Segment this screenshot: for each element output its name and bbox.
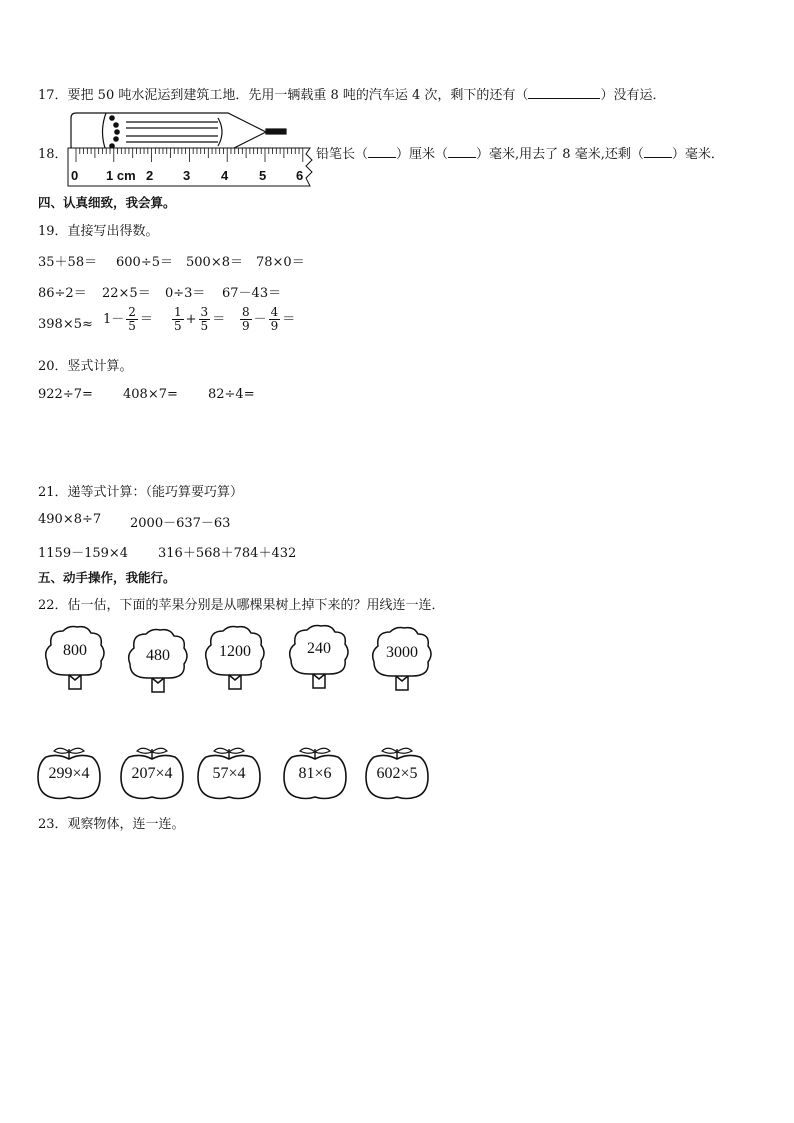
section-4-heading: 四、认真细致，我会算。	[38, 195, 176, 210]
apple-expression: 57×4	[212, 765, 246, 782]
q19-r2-c3: 0÷3＝	[165, 286, 206, 301]
fraction-3-5	[199, 306, 211, 333]
ruler-label-1: 1 cm	[106, 168, 136, 183]
tree-value: 240	[307, 640, 331, 657]
question-17-number: 17．	[38, 88, 68, 103]
question-18-number: 18．	[38, 147, 68, 162]
q19-r1-c4: 78×0＝	[256, 255, 305, 270]
q21-r2-c2: 316＋568＋784＋432	[158, 546, 297, 561]
ruler-label-6: 6	[296, 168, 304, 183]
tree-240[interactable]	[287, 624, 351, 690]
question-17-answer-blank[interactable]	[528, 86, 600, 99]
q19-r2-c4: 67－43＝	[222, 286, 282, 301]
ruler-label-0: 0	[71, 168, 79, 183]
apple-expression: 81×6	[298, 765, 332, 782]
q19-r3-c4	[238, 306, 295, 333]
pencil-cm-blank[interactable]	[368, 145, 396, 158]
frac-den: 5	[128, 319, 136, 333]
fraction-4-9	[269, 306, 281, 333]
fraction-8-9	[240, 306, 252, 333]
question-17-text-end: ）没有运．	[600, 88, 666, 103]
question-23-title: 23．观察物体，连一连。	[38, 817, 185, 832]
tree-480[interactable]	[126, 628, 190, 694]
q20-item-2: 408×7=	[123, 387, 178, 402]
q21-r1-c2: 2000－637－63	[130, 516, 231, 531]
apple-602x5[interactable]	[364, 745, 430, 801]
apple-207x4[interactable]	[119, 745, 185, 801]
minus-sign: －	[253, 312, 267, 327]
frac-num: 4	[270, 305, 279, 319]
tree-value: 800	[63, 642, 87, 659]
question-18-text	[316, 143, 724, 162]
frac-num: 1	[174, 305, 182, 319]
q20-item-1: 922÷7=	[38, 387, 93, 402]
apple-expression: 602×5	[376, 765, 418, 782]
tree-value: 3000	[386, 644, 418, 661]
q19-r3-c2	[103, 306, 153, 333]
plus-sign: +	[185, 312, 197, 327]
q19-r1-c3: 500×8＝	[186, 255, 243, 270]
question-17	[38, 84, 665, 103]
q20-item-3: 82÷4=	[208, 387, 255, 402]
tree-value: 1200	[219, 643, 251, 660]
q18-text-2: ）厘米（	[396, 147, 449, 162]
tree-value: 480	[146, 647, 170, 664]
remaining-mm-blank[interactable]	[644, 145, 672, 158]
pencil-ruler-figure	[66, 108, 316, 188]
apple-299x4[interactable]	[36, 745, 102, 801]
q19-r3-c1: 398×5≈	[38, 317, 93, 332]
fraction-1-5	[172, 306, 184, 333]
question-22-title: 22．估一估，下面的苹果分别是从哪棵果树上掉下来的？用线连一连．	[38, 598, 445, 613]
frac-num: 8	[242, 305, 250, 319]
ruler-label-4: 4	[221, 168, 229, 183]
q21-r2-c1: 1159－159×4	[38, 546, 129, 561]
apple-expression: 207×4	[131, 765, 173, 782]
q19-r3-c2-lead: 1－	[103, 312, 125, 327]
q19-r3-c2-tail: ＝	[139, 312, 153, 327]
question-21-title: 21．递等式计算：（能巧算要巧算）	[38, 485, 244, 500]
apple-expression: 299×4	[48, 765, 90, 782]
pencil-icon	[71, 113, 286, 151]
q19-r1-c1: 35＋58＝	[38, 255, 98, 270]
fraction-2-5	[126, 306, 138, 333]
q21-r1-c1: 490×8÷7	[38, 512, 102, 527]
pencil-ruler-drawing	[66, 108, 316, 188]
q19-r3-c3	[170, 306, 225, 333]
q19-r3-c3-tail: ＝	[212, 312, 226, 327]
apple-57x4[interactable]	[196, 745, 262, 801]
q18-text-1: 铅笔长（	[316, 147, 369, 162]
frac-den: 5	[174, 319, 182, 333]
apple-81x6[interactable]	[282, 745, 348, 801]
q19-r2-c2: 22×5＝	[102, 286, 151, 301]
frac-den: 9	[242, 319, 250, 333]
question-20-title: 20．竖式计算。	[38, 359, 133, 374]
q19-r3-c4-tail: ＝	[282, 312, 296, 327]
q19-r1-c2: 600÷5＝	[116, 255, 173, 270]
frac-den: 5	[200, 319, 209, 333]
tree-3000[interactable]	[370, 626, 434, 692]
q19-r2-c1: 86÷2＝	[38, 286, 87, 301]
tree-1200[interactable]	[203, 625, 267, 691]
pencil-mm-blank[interactable]	[448, 145, 476, 158]
question-17-text: 要把 50 吨水泥运到建筑工地．先用一辆载重 8 吨的汽车运 4 次，剩下的还有（	[67, 88, 529, 103]
q18-text-3: ）毫米,用去了 8 毫米,还剩（	[476, 147, 644, 162]
ruler-label-5: 5	[259, 168, 267, 183]
frac-num: 3	[200, 305, 209, 319]
frac-num: 2	[128, 305, 136, 319]
question-19-title: 19．直接写出得数。	[38, 224, 159, 239]
frac-den: 9	[270, 319, 279, 333]
section-5-heading: 五、动手操作，我能行。	[38, 570, 176, 585]
q18-text-4: ）毫米．	[671, 147, 724, 162]
ruler-label-2: 2	[146, 168, 154, 183]
tree-800[interactable]	[43, 625, 107, 691]
ruler-label-3: 3	[183, 168, 191, 183]
